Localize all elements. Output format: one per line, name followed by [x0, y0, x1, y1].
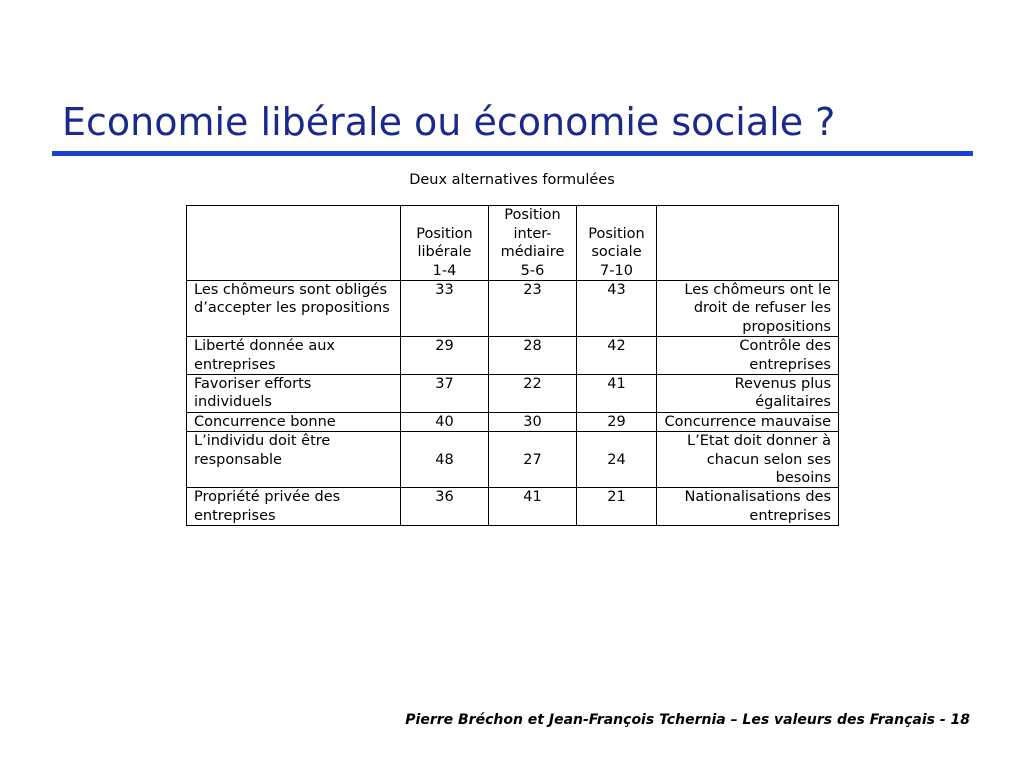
row-left-statement: Concurrence bonne — [187, 412, 401, 431]
row-right-statement: L’Etat doit donner à chacun selon ses besoins — [657, 432, 839, 488]
header-cell-empty-left — [187, 206, 401, 281]
value-sociale: 42 — [577, 337, 657, 375]
table-row — [187, 337, 839, 375]
value-intermediaire: 22 — [489, 375, 577, 413]
value-sociale: 29 — [577, 412, 657, 431]
value-sociale: 24 — [577, 432, 657, 488]
value-intermediaire: 28 — [489, 337, 577, 375]
table-caption: Deux alternatives formulées — [409, 172, 615, 188]
row-right-statement: Contrôle des entreprises — [657, 337, 839, 375]
row-left-statement: Favoriser efforts individuels — [187, 375, 401, 413]
title-underline — [52, 151, 973, 156]
value-liberale: 29 — [401, 337, 489, 375]
table-row — [187, 375, 839, 413]
value-sociale: 21 — [577, 488, 657, 526]
table-row — [187, 412, 839, 431]
row-right-statement: Concurrence mauvaise — [657, 412, 839, 431]
table-row — [187, 281, 839, 337]
slide-title: Economie libérale ou économie sociale ? — [62, 100, 836, 144]
value-sociale: 43 — [577, 281, 657, 337]
value-liberale: 33 — [401, 281, 489, 337]
header-position-liberale: Position libérale 1-4 — [401, 206, 489, 281]
value-liberale: 36 — [401, 488, 489, 526]
table-row — [187, 432, 839, 488]
footer-citation: Pierre Bréchon et Jean-François Tchernia – Les valeurs des Français - 18 — [405, 712, 970, 728]
header-cell-empty-right — [657, 206, 839, 281]
survey-table — [186, 205, 839, 526]
value-intermediaire: 41 — [489, 488, 577, 526]
value-intermediaire: 30 — [489, 412, 577, 431]
row-right-statement: Nationalisations des entreprises — [657, 488, 839, 526]
row-right-statement: Revenus plus égalitaires — [657, 375, 839, 413]
header-position-sociale: Position sociale 7-10 — [577, 206, 657, 281]
value-liberale: 37 — [401, 375, 489, 413]
value-intermediaire: 23 — [489, 281, 577, 337]
row-left-statement: Liberté donnée aux entreprises — [187, 337, 401, 375]
value-liberale: 48 — [401, 432, 489, 488]
value-intermediaire: 27 — [489, 432, 577, 488]
header-position-intermediaire: Position inter- médiaire 5-6 — [489, 206, 577, 281]
row-left-statement: Propriété privée des entreprises — [187, 488, 401, 526]
row-right-statement: Les chômeurs ont le droit de refuser les propositions — [657, 281, 839, 337]
row-left-statement: Les chômeurs sont obligés d’accepter les propositions — [187, 281, 401, 337]
value-sociale: 41 — [577, 375, 657, 413]
value-liberale: 40 — [401, 412, 489, 431]
row-left-statement: L’individu doit être responsable — [187, 432, 401, 488]
table-row — [187, 488, 839, 526]
table-header-row — [187, 206, 839, 281]
